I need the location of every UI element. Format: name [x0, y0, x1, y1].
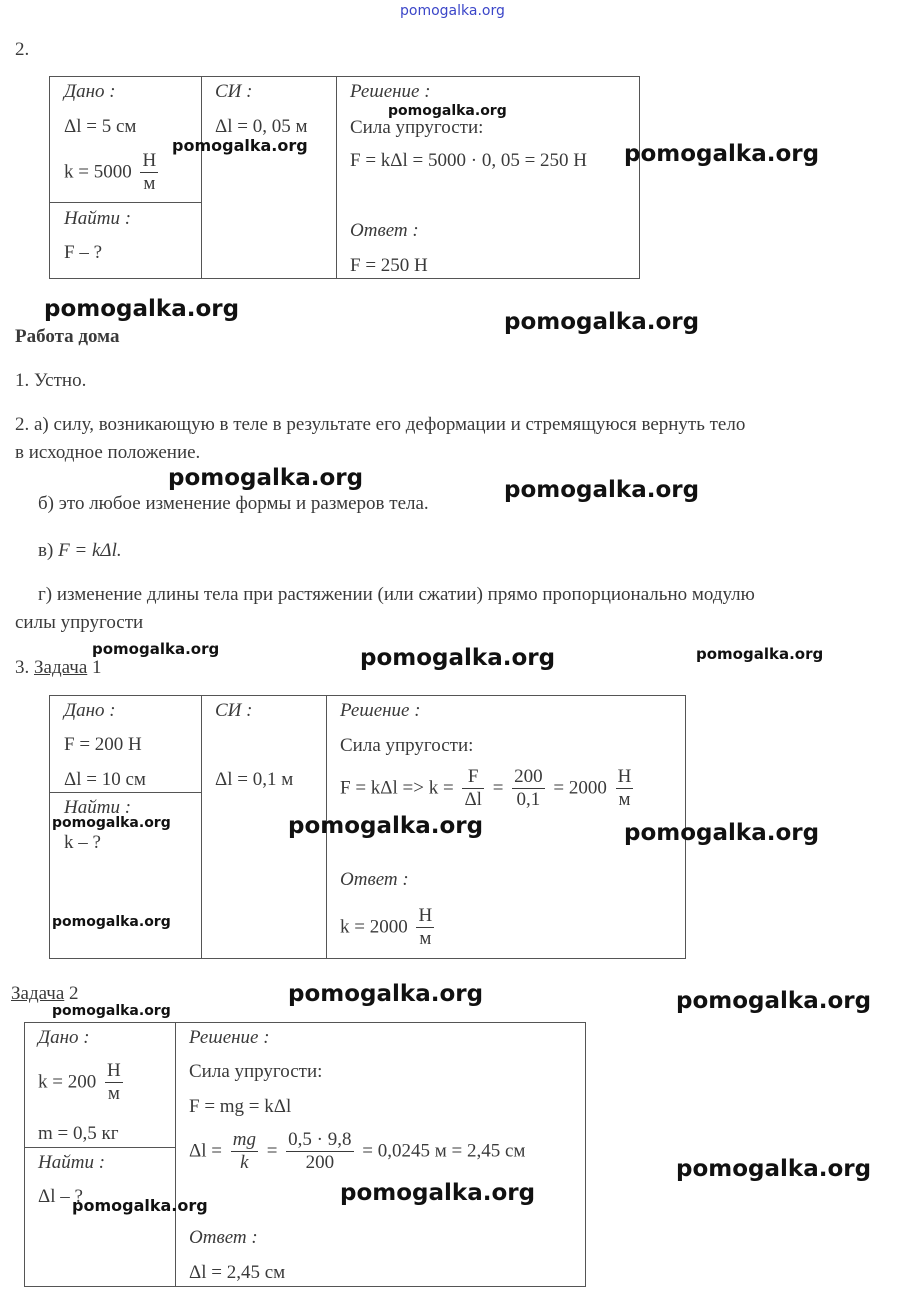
- si-header: СИ :: [215, 81, 253, 102]
- watermark: pomogalka.org: [360, 645, 556, 671]
- watermark: pomogalka.org: [52, 815, 171, 831]
- paragraph-2g-cont: силы упругости: [15, 612, 144, 633]
- watermark: pomogalka.org: [288, 981, 484, 1007]
- top-watermark: pomogalka.org: [400, 3, 505, 19]
- task-number: 2.: [15, 39, 30, 60]
- watermark: pomogalka.org: [676, 1156, 872, 1182]
- watermark: pomogalka.org: [624, 820, 820, 846]
- watermark: pomogalka.org: [388, 103, 507, 119]
- dano-value-1: Δl = 5 см: [64, 116, 137, 137]
- section-heading: Работа дома: [15, 326, 120, 347]
- najti-value: k – ?: [64, 832, 101, 853]
- reshenie-formula: F = kΔl = 5000 · 0, 05 = 250 Н: [350, 150, 588, 171]
- watermark: pomogalka.org: [624, 141, 820, 167]
- reshenie-header: Решение :: [350, 81, 431, 102]
- reshenie-header: Решение :: [189, 1027, 270, 1048]
- watermark: pomogalka.org: [44, 296, 240, 322]
- dano-value-1: F = 200 Н: [64, 734, 142, 755]
- dano-header: Дано :: [64, 700, 116, 721]
- watermark: pomogalka.org: [52, 1003, 171, 1019]
- najti-header: Найти :: [64, 208, 132, 229]
- dano-header: Дано :: [38, 1027, 90, 1048]
- si-value: Δl = 0,1 м: [215, 769, 294, 790]
- otvet-value: F = 250 Н: [350, 255, 428, 276]
- paragraph-2b: б) это любое изменение формы и размеров тела.: [38, 493, 429, 514]
- watermark: pomogalka.org: [696, 645, 824, 663]
- watermark: pomogalka.org: [504, 477, 700, 503]
- otvet-header: Ответ :: [350, 220, 419, 241]
- reshenie-line-1: Сила упругости:: [189, 1061, 323, 1082]
- paragraph-1: 1. Устно.: [15, 370, 87, 391]
- reshenie-formula: Δl = $\frac{mg}{k}$ = $\frac{0,5 \cdot 9,8}{200}$ = 0,0245 м = 2,45 см: [189, 1129, 526, 1173]
- watermark: pomogalka.org: [504, 309, 700, 335]
- si-value: Δl = 0, 05 м: [215, 116, 308, 137]
- task3-2-heading: Задача 2: [11, 983, 79, 1004]
- paragraph-2v: в) F = kΔl.: [38, 540, 122, 561]
- watermark: pomogalka.org: [676, 988, 872, 1014]
- najti-value: Δl – ?: [38, 1186, 83, 1207]
- najti-value: F – ?: [64, 242, 102, 263]
- otvet-header: Ответ :: [340, 869, 409, 890]
- otvet-header: Ответ :: [189, 1227, 258, 1248]
- watermark: pomogalka.org: [92, 640, 220, 658]
- otvet-value: Δl = 2,45 см: [189, 1262, 286, 1283]
- reshenie-line-1: Сила упругости:: [350, 117, 484, 138]
- paragraph-2g: г) изменение длины тела при растяжении (или сжатии) прямо пропорционально модулю: [38, 584, 755, 605]
- watermark: pomogalka.org: [72, 1196, 208, 1215]
- watermark: pomogalka.org: [288, 813, 484, 839]
- najti-header: Найти :: [38, 1152, 106, 1173]
- reshenie-line-1: Сила упругости:: [340, 735, 474, 756]
- watermark: pomogalka.org: [168, 465, 364, 491]
- paragraph-2a-cont: в исходное положение.: [15, 442, 201, 463]
- si-header: СИ :: [215, 700, 253, 721]
- reshenie-line-2: F = mg = kΔl: [189, 1096, 292, 1117]
- watermark: pomogalka.org: [340, 1180, 536, 1206]
- najti-header: Найти :: [64, 797, 132, 818]
- dano-value-k: k = 200 $\frac{Н}{м}$: [38, 1060, 121, 1104]
- paragraph-2a: 2. а) силу, возникающую в теле в результате его деформации и стремящуюся вернуть тело: [15, 414, 746, 435]
- task3-heading: 3. Задача 1: [15, 657, 102, 678]
- dano-value-2: Δl = 10 см: [64, 769, 146, 790]
- watermark: pomogalka.org: [52, 914, 171, 930]
- otvet-value: k = 2000 $\frac{Н}{м}$: [340, 905, 433, 949]
- dano-header: Дано :: [64, 81, 116, 102]
- reshenie-header: Решение :: [340, 700, 421, 721]
- dano-value-m: m = 0,5 кг: [38, 1123, 119, 1144]
- watermark: pomogalka.org: [172, 136, 308, 155]
- reshenie-formula: F = kΔl => k = $\frac{F}{\Delta l}$ = $\frac{200}{0,1}$ = 2000 $\frac{Н}{м}$: [340, 766, 632, 810]
- dano-value-k: k = 5000 $\frac{Н}{м}$: [64, 150, 157, 194]
